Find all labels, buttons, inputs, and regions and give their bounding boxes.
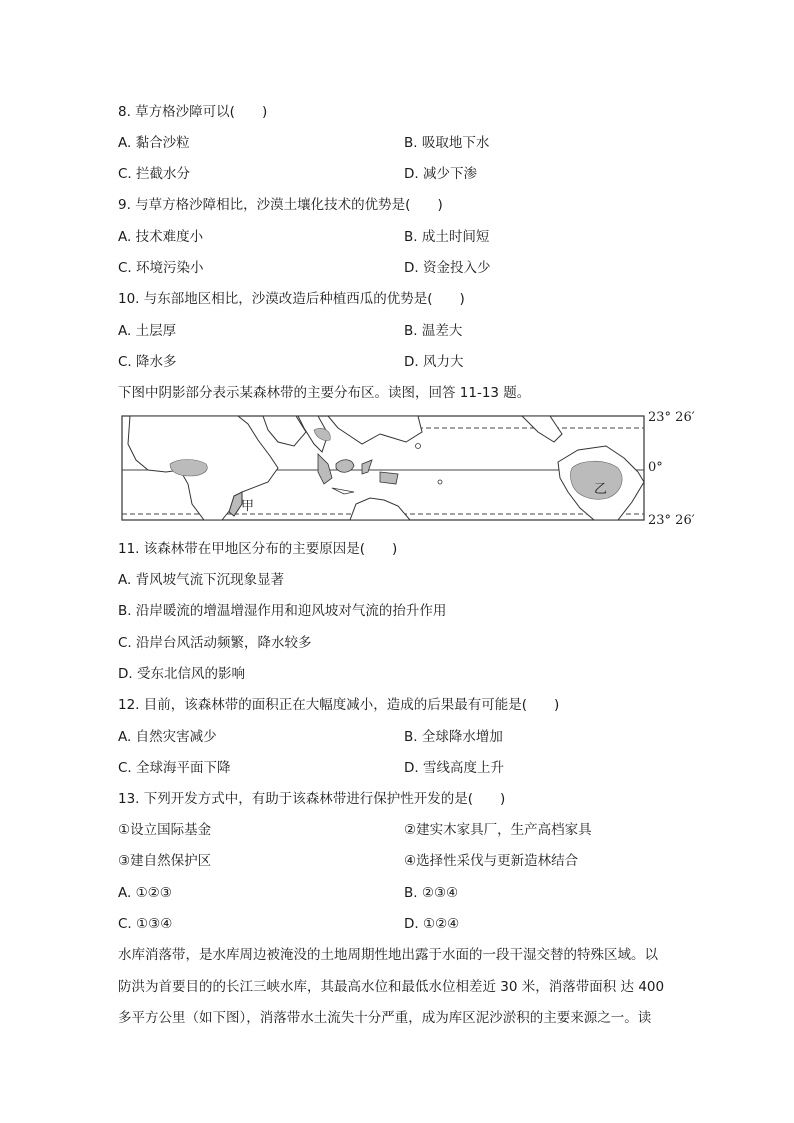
q10-option-d: D. 风力大 <box>404 354 464 370</box>
label-yi: 乙 <box>594 482 608 497</box>
passage-line-2: 防洪为首要目的的长江三峡水库，其最高水位和最低水位相差近 30 米，消落带面积 达 400 <box>118 979 665 995</box>
q13-option-c: C. ①③④ <box>118 916 173 932</box>
q11-stem: 11. 该森林带在甲地区分布的主要原因是( ) <box>118 541 398 557</box>
q8-option-b: B. 吸取地下水 <box>404 135 490 151</box>
rainforest-map <box>118 412 698 528</box>
map-figure <box>118 412 648 524</box>
label-jia: 甲 <box>241 499 255 514</box>
q13-item-1: ①设立国际基金 <box>118 822 212 838</box>
q12-stem: 12. 目前，该森林带的面积正在大幅度减小，造成的后果最有可能是( ) <box>118 697 560 713</box>
q12-option-c: C. 全球海平面下降 <box>118 760 231 776</box>
passage-line-1: 水库消落带，是水库周边被淹没的土地周期性地出露于水面的一段干湿交替的特殊区域。以 <box>118 947 658 963</box>
q12-option-d: D. 雪线高度上升 <box>404 760 504 776</box>
q8-option-c: C. 拦截水分 <box>118 166 191 182</box>
q10-stem: 10. 与东部地区相比，沙漠改造后种植西瓜的优势是( ) <box>118 291 465 307</box>
new-guinea-shading <box>380 472 398 484</box>
q13-option-a: A. ①②③ <box>118 885 172 901</box>
q8-option-d: D. 减少下渗 <box>404 166 477 182</box>
q9-stem: 9. 与草方格沙障相比，沙漠土壤化技术的优势是( ) <box>118 197 443 213</box>
q11-option-a: A. 背风坡气流下沉现象显著 <box>118 572 285 588</box>
q13-item-3: ③建自然保护区 <box>118 853 212 869</box>
lat-label-equator: 0° <box>648 460 663 475</box>
map-intro: 下图中阴影部分表示某森林带的主要分布区。读图，回答 11-13 题。 <box>118 385 531 401</box>
lat-label-top: 23° 26′ <box>648 410 695 425</box>
q12-option-a: A. 自然灾害减少 <box>118 729 217 745</box>
q11-option-b: B. 沿岸暖流的增温增湿作用和迎风坡对气流的抬升作用 <box>118 603 447 619</box>
pacific-island <box>416 444 421 449</box>
pacific-island <box>438 480 442 484</box>
q11-option-c: C. 沿岸台风活动频繁，降水较多 <box>118 635 312 651</box>
q11-option-d: D. 受东北信风的影响 <box>118 666 245 682</box>
q9-option-c: C. 环境污染小 <box>118 260 204 276</box>
q13-item-2: ②建实木家具厂，生产高档家具 <box>404 822 592 838</box>
q12-option-b: B. 全球降水增加 <box>404 729 503 745</box>
q8-option-a: A. 黏合沙粒 <box>118 135 190 151</box>
q10-option-b: B. 温差大 <box>404 323 463 339</box>
q10-option-c: C. 降水多 <box>118 354 177 370</box>
q9-option-a: A. 技术难度小 <box>118 229 204 245</box>
q10-option-a: A. 土层厚 <box>118 323 177 339</box>
q13-option-d: D. ①②④ <box>404 916 460 932</box>
q9-option-d: D. 资金投入少 <box>404 260 491 276</box>
q13-stem: 13. 下列开发方式中，有助于该森林带进行保护性开发的是( ) <box>118 791 506 807</box>
q9-option-b: B. 成土时间短 <box>404 229 490 245</box>
passage-line-3: 多平方公里（如下图），消落带水土流失十分严重，成为库区泥沙淤积的主要来源之一。读 <box>118 1010 652 1026</box>
q8-stem: 8. 草方格沙障可以( ) <box>118 104 268 120</box>
lat-label-bottom: 23° 26′ <box>648 513 695 528</box>
q13-item-4: ④选择性采伐与更新造林结合 <box>404 853 579 869</box>
q13-option-b: B. ②③④ <box>404 885 459 901</box>
